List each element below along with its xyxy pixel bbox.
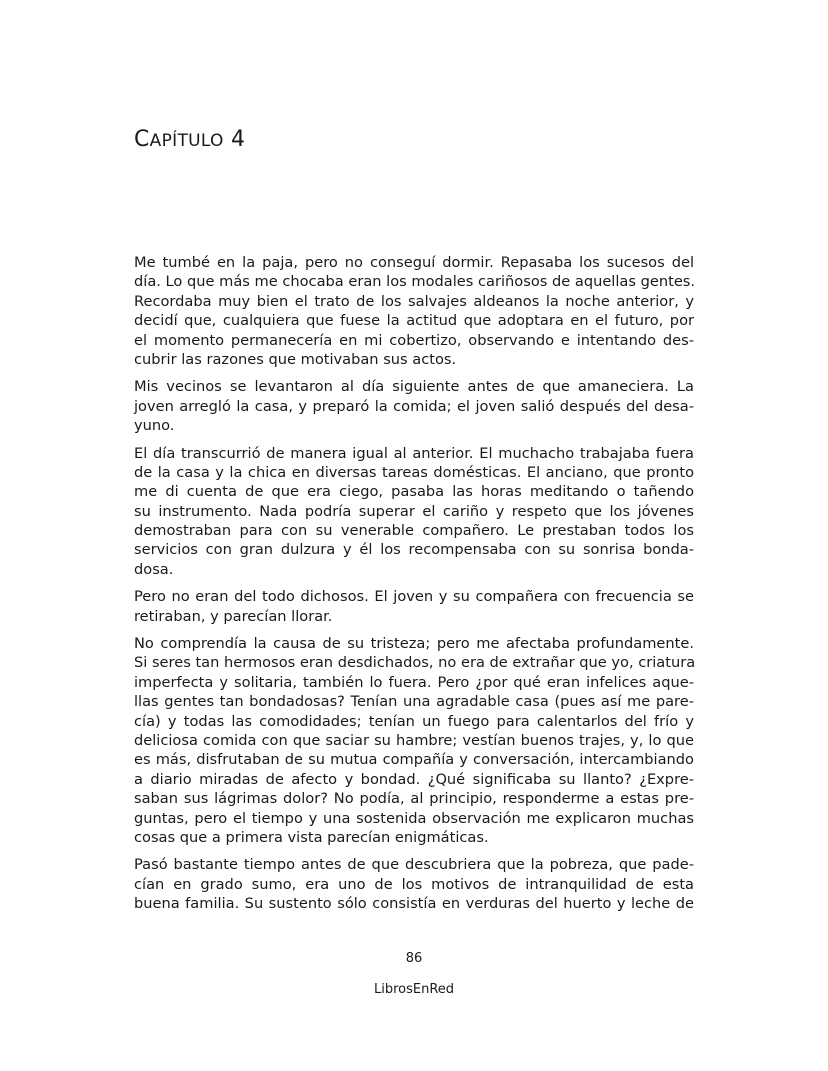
text-line: retiraban, y parecían llorar.: [134, 607, 333, 625]
chapter-title: [134, 127, 245, 152]
text-line: decidí que, cualquiera que fuese la actitud que adoptara en el futuro, por: [134, 312, 694, 330]
text-line: cían en grado sumo, era uno de los motivos de intranquilidad de esta: [134, 875, 694, 893]
paragraph: [134, 377, 694, 435]
chapter-body: [134, 253, 694, 922]
text-line: llas gentes tan bondadosas? Tenían una agradable casa (pues así me pare-: [134, 693, 694, 711]
text-line: No comprendía la causa de su tristeza; pero me afectaba profundamente.: [134, 635, 694, 653]
text-line: me di cuenta de que era ciego, pasaba las horas meditando o tañendo: [134, 483, 694, 501]
text-line: buena familia. Su sustento sólo consistía en verduras del huerto y leche de: [134, 895, 694, 913]
text-line: Pero no eran del todo dichosos. El joven y su compañera con frecuencia se: [134, 588, 694, 606]
text-line: yuno.: [134, 417, 175, 435]
text-line: imperfecta y solitaria, también lo fuera. Pero ¿por qué eran infelices aque-: [134, 673, 694, 691]
text-line: saban sus lágrimas dolor? No podía, al principio, responderme a estas pre-: [134, 790, 694, 808]
text-line: cía) y todas las comodidades; tenían un fuego para calentarlos del frío y: [134, 712, 694, 730]
text-line: dosa.: [134, 560, 174, 578]
text-line: cubrir las razones que motivaban sus actos.: [134, 350, 457, 368]
chapter-title-rest: APÍTULO: [149, 130, 224, 151]
text-line: Si seres tan hermosos eran desdichados, no era de extrañar que yo, criatura: [134, 654, 696, 672]
text-line: su instrumento. Nada podría superar el cariño y respeto que los jóvenes: [134, 502, 694, 520]
text-line: joven arregló la casa, y preparó la comida; el joven salió después del desa-: [134, 397, 694, 415]
paragraph: [134, 253, 694, 369]
text-line: a diario miradas de afecto y bondad. ¿Qué significaba su llanto? ¿Expre-: [134, 770, 694, 788]
text-line: guntas, pero el tiempo y una sostenida observación me explicaron muchas: [134, 809, 694, 827]
text-line: de la casa y la chica en diversas tareas domésticas. El anciano, que pronto: [134, 463, 694, 481]
chapter-number: 4: [231, 126, 246, 152]
text-line: es más, disfrutaban de su mutua compañía y conversación, intercambiando: [134, 751, 694, 769]
paragraph: [134, 634, 694, 847]
chapter-title-initial: C: [134, 126, 150, 152]
text-line: Recordaba muy bien el trato de los salvajes aldeanos la noche anterior, y: [134, 292, 694, 310]
page-number: 86: [405, 951, 423, 966]
text-line: El día transcurrió de manera igual al anterior. El muchacho trabajaba fuera: [134, 444, 694, 462]
publisher-footer: LibrosEnRed: [373, 982, 455, 997]
text-line: demostraban para con su venerable compañero. Le prestaban todos los: [134, 522, 694, 540]
paragraph: [134, 444, 694, 580]
text-line: servicios con gran dulzura y él los recompensaba con su sonrisa bonda-: [134, 541, 694, 559]
text-line: día. Lo que más me chocaba eran los modales cariñosos de aquellas gentes.: [134, 273, 696, 291]
text-line: Pasó bastante tiempo antes de que descubriera que la pobreza, que pade-: [134, 856, 694, 874]
text-line: Mis vecinos se levantaron al día siguiente antes de que amaneciera. La: [134, 378, 694, 396]
text-line: cosas que a primera vista parecían enigmáticas.: [134, 828, 489, 846]
paragraph: [134, 587, 694, 626]
text-line: deliciosa comida con que saciar su hambre; vestían buenos trajes, y, lo que: [134, 731, 694, 749]
text-line: el momento permanecería en mi cobertizo, observando e intentando des-: [134, 331, 694, 349]
paragraph: [134, 855, 694, 913]
text-line: Me tumbé en la paja, pero no conseguí dormir. Repasaba los sucesos del: [134, 254, 694, 271]
